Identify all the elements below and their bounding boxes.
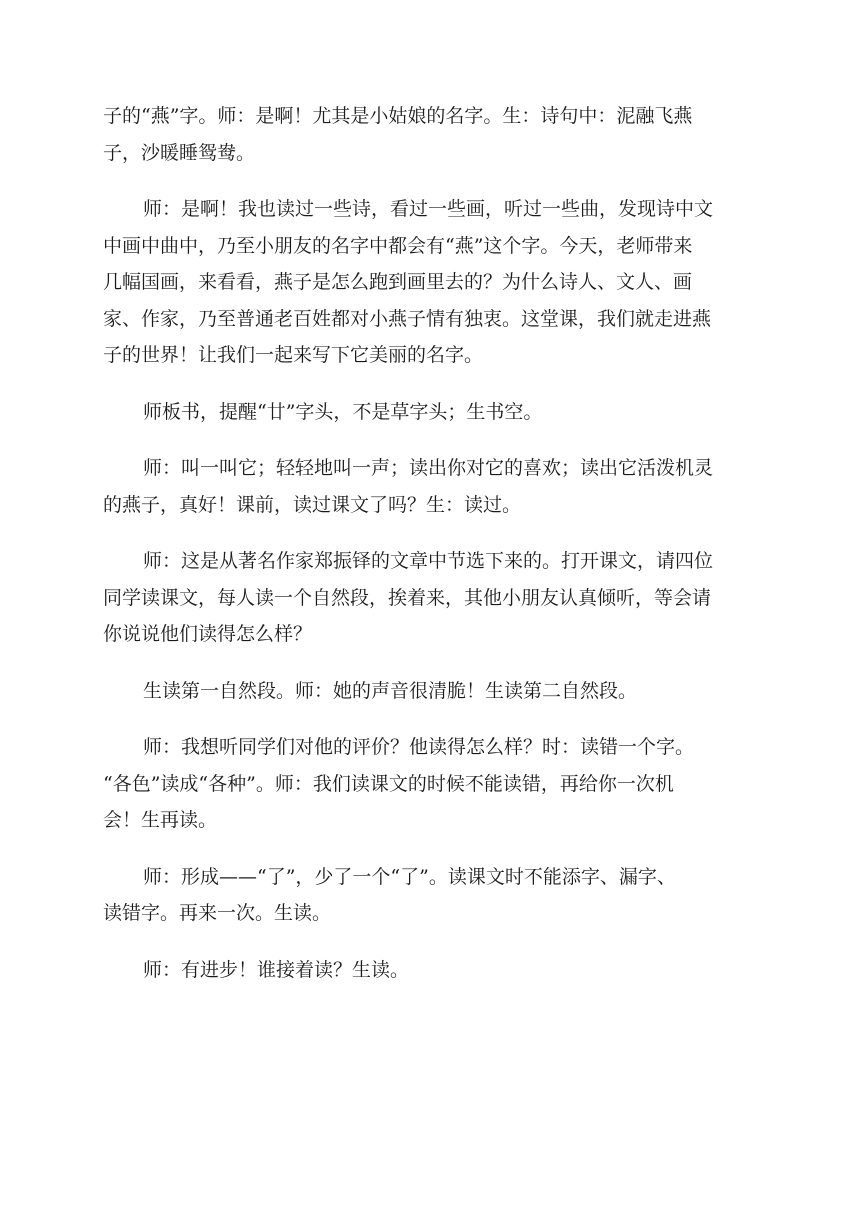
paragraph [103, 673, 758, 710]
paragraph-line: 师：叫一叫它；轻轻地叫一声；读出你对它的喜欢；读出它活泼机灵 [143, 457, 714, 479]
paragraph [103, 729, 758, 839]
paragraph [103, 98, 758, 171]
paragraph [103, 394, 758, 431]
paragraph-line: 几幅国画，来看看，燕子是怎么跑到画里去的？为什么诗人、文人、画 [103, 271, 693, 293]
document-page [103, 98, 758, 1008]
paragraph-line: 师：我想听同学们对他的评价？他读得怎么样？时：读错一个字。 [143, 736, 695, 758]
paragraph-line: 中画中曲中，乃至小朋友的名字中都会有“燕”这个字。今天，老师带来 [103, 234, 693, 257]
paragraph-line: “各色”读成“各种”。师：我们读课文的时候不能读错，再给你一次机 [103, 772, 674, 795]
paragraph-line: 子的“燕”字。师：是啊！尤其是小姑娘的名字。生：诗句中：泥融飞燕 [103, 105, 693, 127]
paragraph [103, 191, 758, 374]
paragraph-line: 会！生再读。 [103, 809, 218, 831]
paragraph [103, 859, 758, 932]
paragraph-line: 家、作家，乃至普通老百姓都对小燕子情有独衷。这堂课，我们就走进燕 [103, 307, 712, 330]
paragraph-line: 子的世界！让我们一起来写下它美丽的名字。 [103, 344, 484, 366]
paragraph-line: 师：有进步！谁接着读？生读。 [143, 958, 410, 981]
paragraph [103, 952, 758, 989]
paragraph [103, 450, 758, 523]
paragraph-line: 同学读课文，每人读一个自然段，挨着来，其他小朋友认真倾听，等会请 [103, 586, 712, 609]
paragraph-line: 子，沙暖睡鸳鸯。 [103, 141, 256, 164]
paragraph-line: 的燕子，真好！课前，读过课文了吗？生：读过。 [103, 493, 522, 516]
paragraph [103, 543, 758, 653]
paragraph-line: 你说说他们读得怎么样？ [103, 623, 313, 645]
paragraph-line: 生读第一自然段。师：她的声音很清脆！生读第二自然段。 [143, 679, 638, 702]
paragraph-line: 师：形成——“了”，少了一个“了”。读课文时不能添字、漏字、 [143, 865, 676, 888]
paragraph-line: 读错字。再来一次。生读。 [103, 902, 332, 924]
paragraph-line: 师板书，提醒“廿”字头，不是草字头；生书空。 [143, 400, 543, 423]
paragraph-line: 师：这是从著名作家郑振铎的文章中节选下来的。打开课文，请四位 [143, 550, 714, 572]
paragraph-line: 师：是啊！我也读过一些诗，看过一些画，听过一些曲，发现诗中文 [143, 198, 714, 220]
